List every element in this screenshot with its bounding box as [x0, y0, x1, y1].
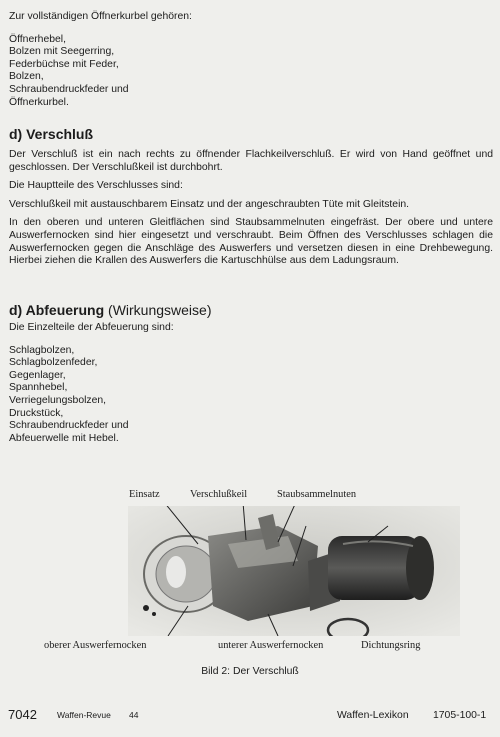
list-item: Öffnerkurbel. [9, 96, 69, 108]
section-title-abfeuerung [9, 302, 493, 318]
list-item: Schlagbolzen, [9, 344, 75, 356]
abfeuerung-list [9, 345, 493, 446]
paragraph: Der Verschluß ist ein nach rechts zu öffnender Flachkeilverschluß. Er wird von Hand geöffnet und geschlossen. Der Verschlußkeil ist durchbohrt. [9, 149, 493, 173]
list-item: Bolzen, [9, 71, 44, 83]
list-item: Spannhebel, [9, 382, 68, 394]
list-item: Federbüchse mit Feder, [9, 58, 119, 70]
list-item: Schlagbolzenfeder, [9, 357, 98, 369]
section-title-text: d) Abfeuerung [9, 302, 105, 318]
issue-number: 44 [129, 710, 139, 720]
section-abfeuerung [9, 302, 493, 445]
paragraph: Verschlußkeil mit austauschbarem Einsatz und der angeschraubten Tüte mit Gleitstein. [9, 198, 410, 210]
paragraph: Die Hauptteile des Verschlusses sind: [9, 180, 183, 192]
section-title-suffix: (Wirkungsweise) [108, 302, 212, 318]
page-number: 7042 [8, 707, 37, 722]
list-item: Bolzen mit Seegerring, [9, 46, 115, 58]
list-item: Schraubendruckfeder und [9, 83, 129, 95]
list-item: Gegenlager, [9, 369, 66, 381]
label-einsatz: Einsatz [129, 489, 160, 500]
verschluss-photo [128, 506, 460, 636]
section-verschluss [9, 126, 493, 268]
label-verschlusskeil: Verschlußkeil [190, 489, 248, 500]
intro-list [9, 34, 493, 110]
list-item: Schraubendruckfeder und [9, 420, 129, 432]
intro-block [9, 11, 493, 109]
label-staubsammelnuten: Staubsammelnuten [277, 489, 357, 500]
list-item: Verriegelungsbolzen, [9, 394, 107, 406]
list-item: Öffnerhebel, [9, 33, 66, 45]
lexikon-name: Waffen-Lexikon [337, 710, 409, 721]
label-dichtungsring: Dichtungsring [361, 640, 421, 651]
lexikon-code: 1705-100-1 [433, 710, 487, 721]
paragraph: In den oberen und unteren Gleitflächen sind Staubsammelnuten eingefräst. Der obere und untere Auswerfernocken sind hier eingesetzt und verschraubt. Beim Öffnen des Verschlusses schlagen die Auswerfernocken gegen die Anschläge des Auswerfers und versetzen diesen in eine Drehbewegung. Hierbei ziehen die Krallen des Auswerfers die Kartuschhülse aus dem Ladungsraum. [9, 217, 493, 267]
list-item: Druckstück, [9, 407, 64, 419]
section-title-verschluss: d) Verschluß [9, 126, 94, 142]
intro-heading: Zur vollständigen Öffnerkurbel gehören: [9, 11, 192, 22]
label-oberer-auswerfernocken: oberer Auswerfernocken [44, 640, 147, 651]
list-item: Abfeuerwelle mit Hebel. [9, 432, 119, 444]
figure-caption: Bild 2: Der Verschluß [201, 666, 299, 677]
magazine-name: Waffen-Revue [57, 710, 111, 720]
label-unterer-auswerfernocken: unterer Auswerfernocken [218, 640, 324, 651]
paragraph: Die Einzelteile der Abfeuerung sind: [9, 322, 174, 333]
